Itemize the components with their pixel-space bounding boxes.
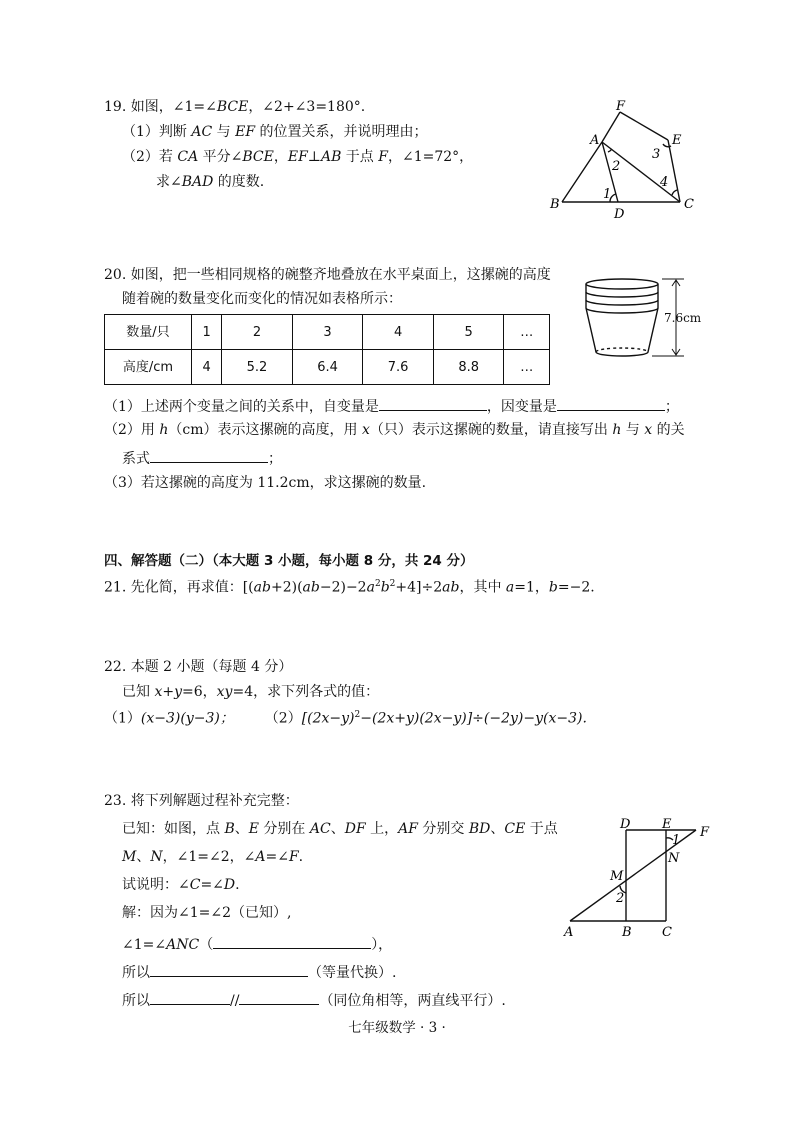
q19-part2: （2）若 CA 平分∠BCE，EF⊥AB 于点 F，∠1=72°， bbox=[122, 149, 474, 165]
q23-label-d: D bbox=[620, 817, 631, 832]
q20-line2: 随着碗的数量变化而变化的情况如表格所示： bbox=[122, 291, 402, 307]
q19-label-b: B bbox=[550, 197, 560, 212]
q20-table-cell: 8.8 bbox=[433, 350, 504, 385]
q20-bowl-layer bbox=[586, 284, 658, 297]
q22-number: 22. bbox=[104, 659, 127, 675]
q21: 21. 先化简，再求值：$[(ab+2)(ab-2)-2a^2b^2+4]\div 2ab$，其中 a=1，b=−2. bbox=[104, 579, 595, 596]
answer-blank[interactable] bbox=[379, 396, 487, 411]
q20-part3: （3）若这摞碗的高度为 11.2cm，求这摞碗的数量. bbox=[104, 475, 427, 491]
q19-label-4: 4 bbox=[660, 175, 669, 190]
q23-line4: 试说明：∠C=∠D. bbox=[122, 877, 240, 893]
q19-line-fe bbox=[620, 112, 668, 140]
q20-bowl-rim bbox=[586, 279, 658, 289]
section4-heading: 四、解答题（二）（本大题 3 小题，每小题 8 分，共 24 分） bbox=[104, 553, 474, 569]
q23-label-c: C bbox=[662, 925, 672, 940]
q23-line6: ∠1=∠ANC（ ）， bbox=[122, 934, 392, 952]
q20-table-cell: 6.4 bbox=[292, 350, 363, 385]
q22-parts: （1）(x−3)(y−3)； $(2)[(2x-y)^2-(2x+y)(2x-y)]\div(-2y)-y(x-3)$. bbox=[104, 710, 587, 727]
q23-line1: 23. 将下列解题过程补充完整： bbox=[104, 793, 299, 809]
q20-table-row-height bbox=[105, 350, 550, 385]
q23-label-2: 2 bbox=[616, 891, 625, 906]
q19-label-1: 1 bbox=[603, 187, 612, 202]
q20-table-cell: 5 bbox=[433, 315, 504, 350]
q19-part1: （1）判断 AC 与 EF 的位置关系，并说明理由； bbox=[122, 124, 428, 140]
q20-table-row-count bbox=[105, 315, 550, 350]
q23-label-n: N bbox=[668, 851, 680, 866]
page-footer: 七年级数学 · 3 · bbox=[348, 1020, 446, 1036]
q19-line-ba bbox=[562, 142, 602, 202]
q20-bowls-figure bbox=[580, 270, 720, 370]
q19-angle3-arc bbox=[663, 144, 671, 147]
q20-part1: （1）上述两个变量之间的关系中，自变量是 ，因变量是 ； bbox=[104, 396, 679, 414]
q19-stem: 19. 如图，∠1=∠BCE，∠2+∠3=180°. bbox=[104, 99, 366, 115]
q20-bowl-base bbox=[586, 308, 658, 356]
q21-number: 21. bbox=[104, 579, 127, 596]
q20-table-header: 高度/cm bbox=[105, 350, 192, 385]
q19-number: 19. bbox=[104, 99, 127, 115]
answer-blank[interactable] bbox=[150, 448, 268, 463]
q19-line-af bbox=[602, 112, 620, 142]
q23-label-b: B bbox=[622, 925, 632, 940]
answer-blank[interactable] bbox=[557, 396, 665, 411]
q20-table-cell: 4 bbox=[363, 315, 434, 350]
answer-blank[interactable] bbox=[150, 962, 308, 977]
q20-table-cell: 5.2 bbox=[222, 350, 293, 385]
q23-figure bbox=[560, 818, 720, 938]
q22-line1: 22. 本题 2 小题（每题 4 分） bbox=[104, 659, 293, 675]
q20-table-header: 数量/只 bbox=[105, 315, 192, 350]
q23-line5: 解：因为∠1=∠2（已知）, bbox=[122, 905, 292, 921]
q19-label-c: C bbox=[684, 197, 694, 212]
q23-label-f: F bbox=[700, 825, 710, 840]
q20-table-cell: … bbox=[504, 350, 550, 385]
q20-table-cell: 7.6 bbox=[363, 350, 434, 385]
q20-table-cell: 1 bbox=[192, 315, 222, 350]
q20-part2: （2）用 h（cm）表示这摞碗的高度，用 x（只）表示这摞碗的数量，请直接写出 h 与 x 的关 bbox=[104, 422, 685, 438]
q23-line8: 所以 // （同位角相等，两直线平行）. bbox=[122, 990, 506, 1008]
q19-figure bbox=[540, 100, 710, 225]
q20-number: 20. bbox=[104, 267, 127, 283]
q19-angle2-arc bbox=[608, 149, 612, 152]
q23-line7: 所以 （等量代换）. bbox=[122, 962, 396, 980]
q19-label-3: 3 bbox=[652, 147, 661, 162]
q20-table-cell: 3 bbox=[292, 315, 363, 350]
q19-label-f: F bbox=[616, 99, 626, 114]
answer-blank[interactable] bbox=[239, 990, 319, 1005]
q20-table-cell: 4 bbox=[192, 350, 222, 385]
q20-table-cell: 2 bbox=[222, 315, 293, 350]
q23-label-1: 1 bbox=[672, 833, 681, 848]
q19-label-d: D bbox=[614, 207, 625, 222]
q20-bowl-layer bbox=[586, 300, 658, 313]
q19-label-a: A bbox=[590, 133, 600, 148]
answer-blank[interactable] bbox=[213, 934, 371, 949]
q23-label-a: A bbox=[564, 925, 574, 940]
answer-blank[interactable] bbox=[150, 990, 230, 1005]
q23-line2: 已知：如图，点 B、E 分别在 AC、DF 上，AF 分别交 BD、CE 于点 bbox=[122, 821, 558, 837]
q19-angle4-arc bbox=[672, 190, 677, 195]
q20-dim-label: 7.6cm bbox=[664, 311, 702, 325]
q19-part2-line2: 求∠BAD 的度数. bbox=[156, 174, 265, 190]
q23-line3: M、N，∠1=∠2，∠A=∠F. bbox=[122, 849, 304, 865]
q23-label-e: E bbox=[662, 817, 672, 832]
q20-table bbox=[104, 314, 550, 385]
q20-part2-line2: 系式 ； bbox=[122, 448, 282, 466]
q20-line1: 20. 如图，把一些相同规格的碗整齐地叠放在水平桌面上，这摞碗的高度 bbox=[104, 267, 551, 283]
q20-table-cell: … bbox=[504, 315, 550, 350]
q19-label-2: 2 bbox=[612, 159, 621, 174]
q22-line2: 已知 x+y=6，xy=4，求下列各式的值： bbox=[122, 684, 380, 700]
q23-number: 23. bbox=[104, 793, 127, 809]
q23-label-m: M bbox=[610, 869, 624, 884]
q20-bowl-bottom-dashed bbox=[596, 348, 648, 352]
q20-bowl-layer bbox=[586, 292, 658, 305]
q19-label-e: E bbox=[672, 133, 682, 148]
